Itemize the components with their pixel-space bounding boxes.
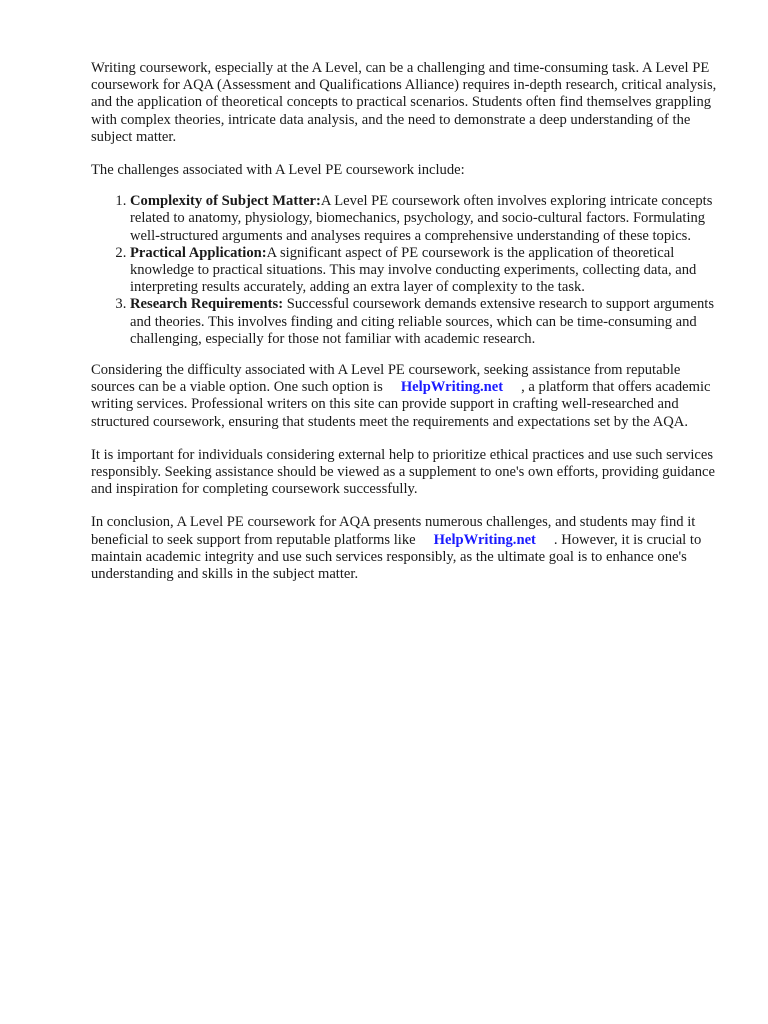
challenges-lead: The challenges associated with A Level PE coursework include: (91, 162, 465, 179)
conclusion-text-before: In conclusion, A Level PE coursework for AQA presents numerous challenges, and students may find it beneficial to seek support from reputable platforms like (91, 514, 696, 548)
challenge-text: Successful coursework demands extensive research to support arguments and theories. This involves finding and citing reliable sources, which can be time-consuming and challenging, especially for those not familiar with academic research. (130, 296, 715, 347)
assistance-text-after: , a platform that offers academic writing services. Professional writers on this site can provide support in crafting well-researched and structured coursework, ensuring that students meet the requirements and expectations set by the AQA. (91, 379, 711, 430)
assistance-text-before: Considering the difficulty associated with A Level PE coursework, seeking assistance from reputable sources can be a viable option. One such option is (91, 362, 681, 396)
intro-paragraph: Writing coursework, especially at the A Level, can be a challenging and time-consuming task. A Level PE coursework for AQA (Assessment and Qualifications Alliance) requires in-depth research, critical analysis, and the application of theoretical concepts to practical scenarios. Students often find themselves grappling with complex theories, intricate data analysis, and the need to demonstrate a deep understanding of the subject matter. (91, 60, 717, 145)
challenge-term: Complexity of Subject Matter: (130, 193, 321, 210)
challenge-term: Research Requirements: (130, 296, 284, 313)
ethics-paragraph: It is important for individuals considering external help to prioritize ethical practices and use such services responsibly. Seeking assistance should be viewed as a supplement to one's own efforts, providing guidance and inspiration for completing coursework successfully. (91, 446, 715, 498)
challenge-text: A Level PE coursework often involves exploring intricate concepts related to anatomy, physiology, biomechanics, psychology, and socio-cultural factors. Formulating well-structured arguments and analyses requires a comprehensive understanding of these topics. (130, 193, 713, 244)
document-body (91, 60, 721, 599)
assistance-paragraph (91, 362, 721, 431)
conclusion-paragraph (91, 514, 721, 583)
helpwriting-link[interactable]: HelpWriting.net (433, 531, 536, 548)
challenge-item (130, 245, 721, 297)
conclusion-text-after: . However, it is crucial to maintain academic integrity and use such services responsibly, as the ultimate goal is to enhance one's understanding and skills in the subject matter. (91, 531, 702, 583)
helpwriting-link[interactable]: HelpWriting.net (400, 379, 504, 396)
challenge-item (130, 296, 721, 348)
challenges-list (91, 193, 721, 348)
challenge-text: A significant aspect of PE coursework is the application of theoretical knowledge to practical situations. This may involve conducting experiments, collecting data, and interpreting results accurately, adding an extra layer of complexity to the task. (130, 244, 697, 296)
challenge-item (130, 193, 721, 245)
challenge-term: Practical Application: (130, 244, 267, 261)
